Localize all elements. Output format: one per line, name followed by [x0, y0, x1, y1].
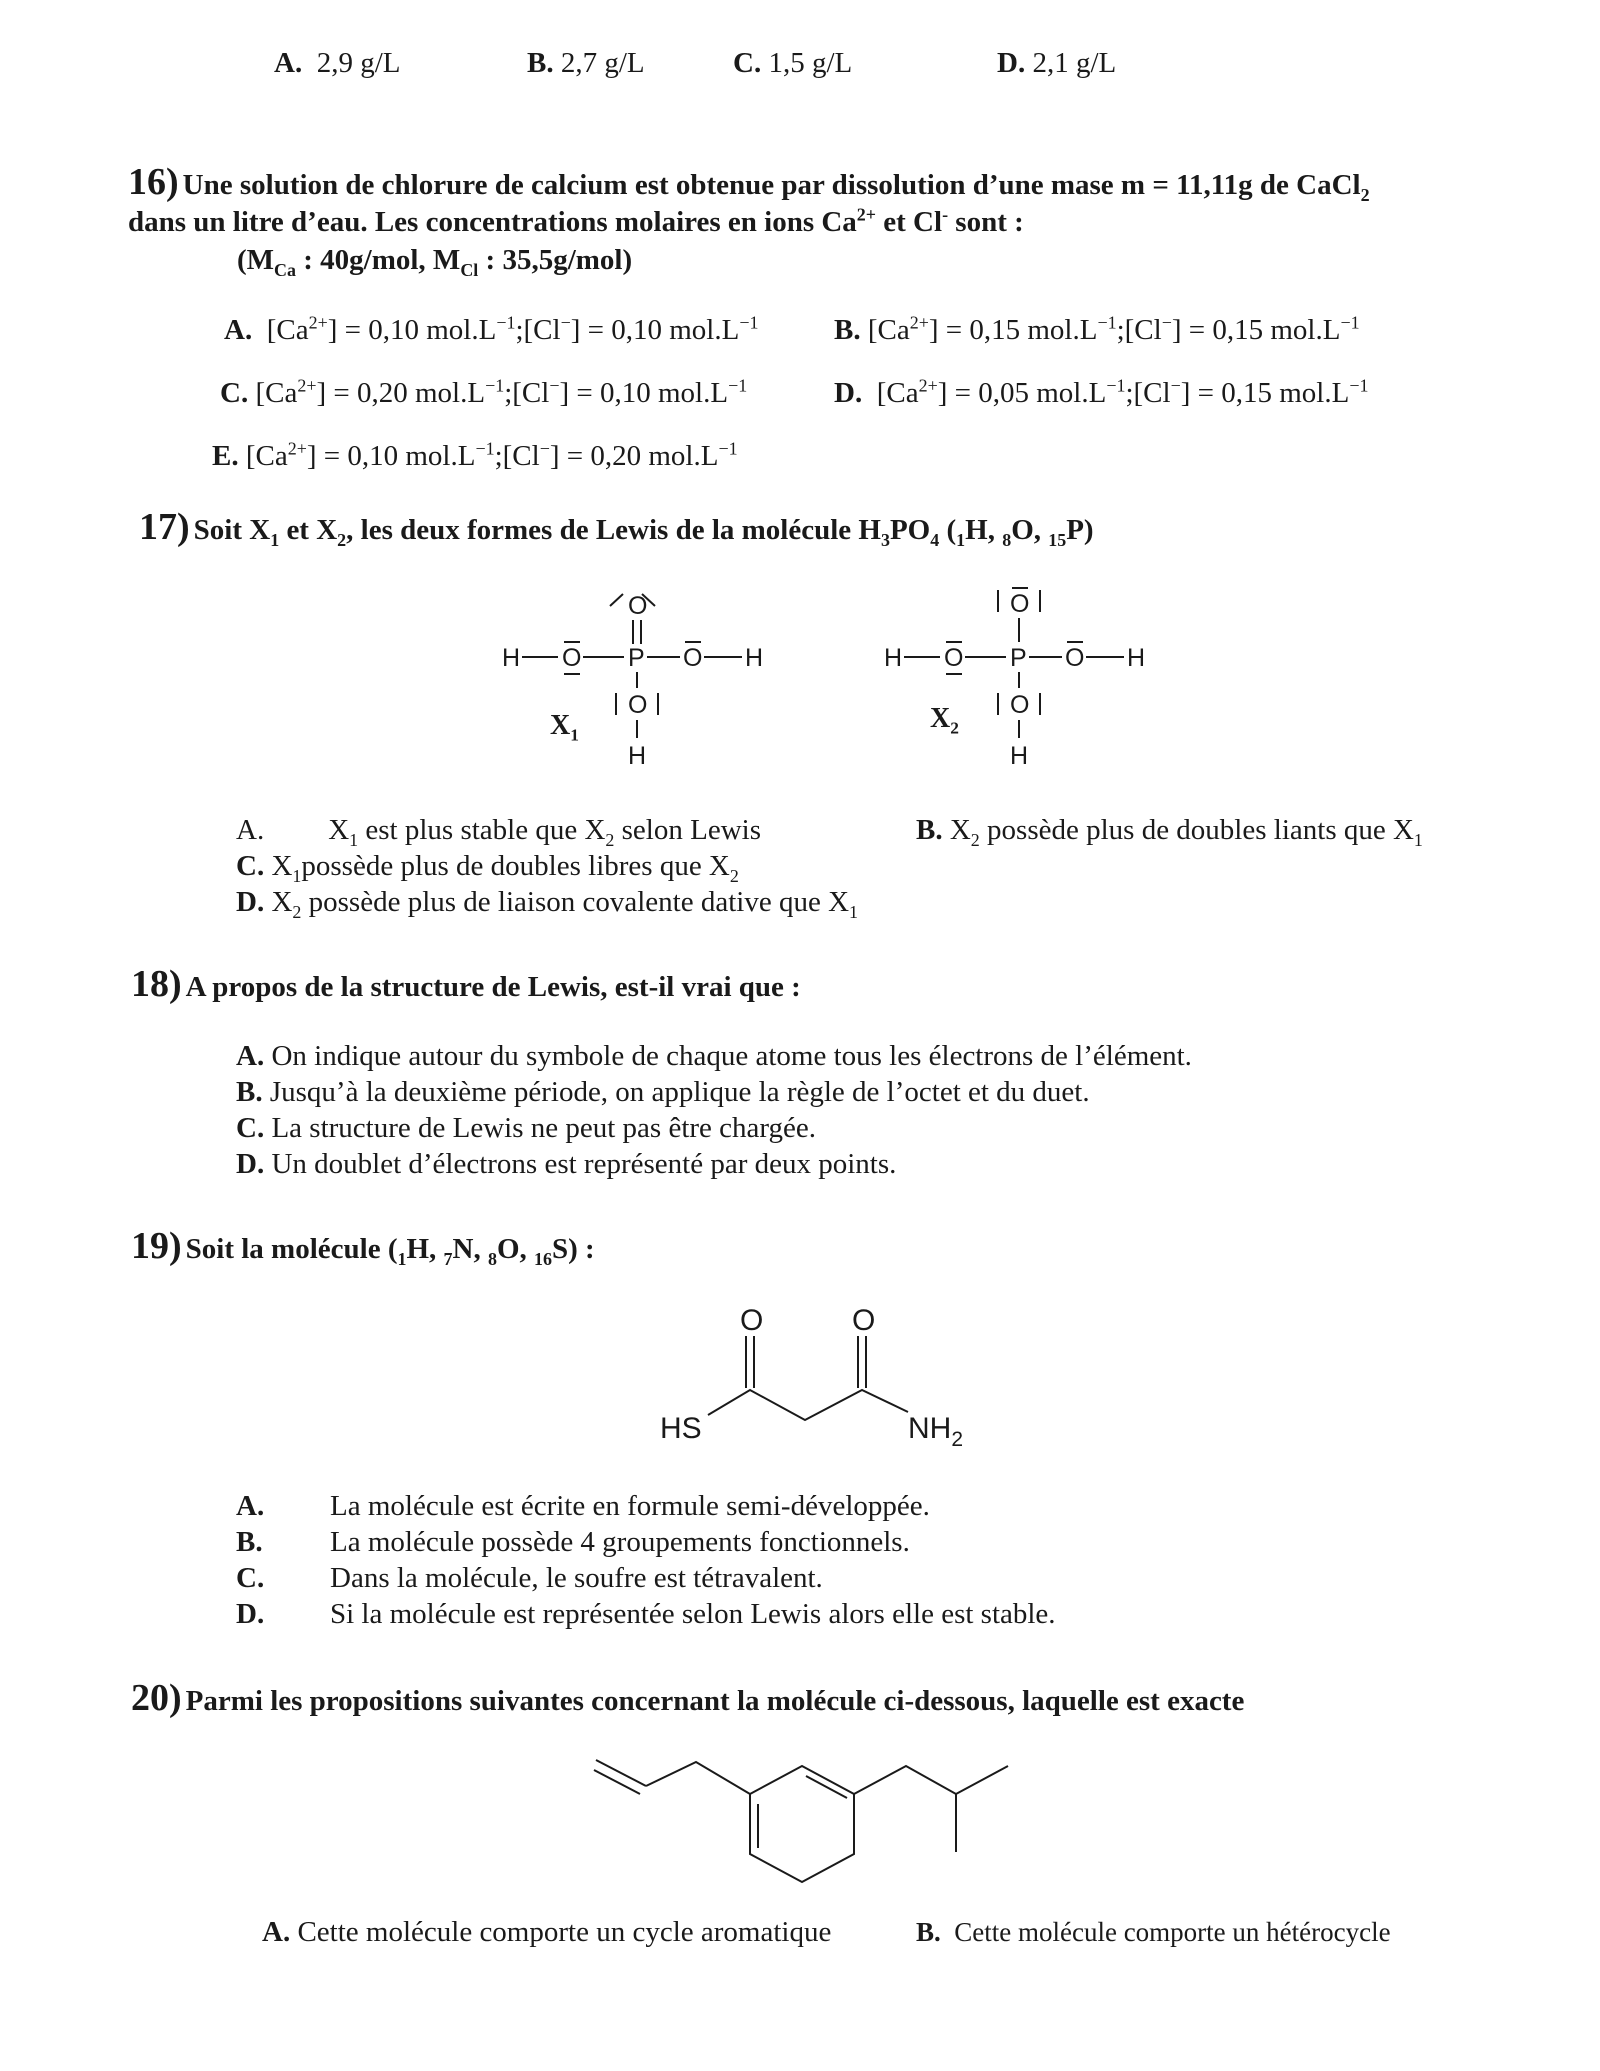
atom-o-bottom: O	[628, 691, 648, 719]
atom-o-left: O	[740, 1304, 764, 1337]
q18-option-d: D. Un doublet d’électrons est représenté par deux points.	[236, 1148, 897, 1180]
q18-option-a: A. On indique autour du symbole de chaque atome tous les électrons de l’élément.	[236, 1040, 1192, 1072]
question-text: Parmi les propositions suivantes concernant la molécule ci-dessous, laquelle est exacte	[185, 1685, 1245, 1717]
question-text: Soit la molécule ($_1H$, $_7$N, $_8$O, $_{16}$S) :	[185, 1233, 595, 1269]
q18-option-b: B. Jusqu’à la deuxième période, on applique la règle de l’octet et du duet.	[236, 1076, 1090, 1108]
question-number: 17)	[139, 506, 190, 548]
label-x1: $X_1$	[550, 710, 579, 745]
q15-option-b	[527, 47, 645, 80]
q20-title	[131, 1676, 1244, 1720]
q19-option-c: C. Dans la molécule, le soufre est tétravalent.	[236, 1562, 823, 1594]
atom-h-left: H	[502, 644, 521, 672]
option-letter: B.	[527, 47, 554, 79]
atom-h-left: H	[884, 644, 903, 672]
option-letter: A.	[274, 47, 303, 79]
question-text: Soit $X_1$ et $X_2$, les deux formes de Lewis de la molécule $H_3PO_4$ ($_1H$, $_8$O, $_{15}$P)	[193, 514, 1094, 550]
question-number: 19)	[131, 1225, 182, 1267]
atom-h-right: H	[1127, 644, 1146, 672]
q16-option-b: B. $[Ca^{2+}] = 0,15$ $mol.L^{-1};[Cl^-] = 0,15$ $mol.L^{-1}$	[834, 312, 1360, 346]
atom-o-top: O	[1010, 590, 1030, 618]
molecule-q19	[650, 1300, 990, 1450]
question-number: 20)	[131, 1677, 182, 1719]
atom-o-right: O	[852, 1304, 876, 1337]
q19-option-a: A. La molécule est écrite en formule semi-développée.	[236, 1490, 930, 1522]
q17-option-a: A. $X_1$ est plus stable que $X_2$ selon Lewis	[236, 814, 761, 850]
q17-option-c: C. $X_1possède$ plus de doubles libres que $X_2$	[236, 850, 739, 886]
q16-title-line2: dans un litre d’eau. Les concentrations molaires en ions $Ca^{2+}$ et Cl- sont :	[128, 204, 1024, 238]
atom-h-bottom: H	[628, 742, 647, 770]
q15-option-a	[274, 47, 400, 80]
atom-o-left: O	[944, 644, 964, 672]
question-text: Une solution de chlorure de calcium est obtenue par dissolution d’une mase m = 11,11g de CaCl$_2$	[182, 169, 1370, 205]
option-text: 2,9 g/L	[316, 47, 401, 79]
q16-title-line1	[128, 160, 1370, 204]
option-letter: C.	[733, 47, 762, 79]
q19-option-b: B. La molécule possède 4 groupements fonctionnels.	[236, 1526, 910, 1558]
atom-o-right: O	[683, 644, 703, 672]
q20-option-b: B. Cette molécule comporte un hétérocycle	[916, 1917, 1391, 1947]
option-text: 2,7 g/L	[560, 47, 645, 79]
option-letter: D.	[997, 47, 1026, 79]
q16-option-c: C. $[Ca^{2+}] = 0,20$ $mol.L^{-1};[Cl^-] = 0,10$ $mol.L^{-1}$	[220, 375, 748, 409]
q18-title	[131, 962, 801, 1006]
q16-molar-masses: ($M_{Ca}$ : 40g/mol, $M_{Cl}$ : 35,5g/mol)	[237, 244, 633, 280]
q15-option-d	[997, 47, 1116, 80]
atom-o-bottom: O	[1010, 691, 1030, 719]
atom-p: P	[1010, 644, 1027, 672]
atom-o-left: O	[562, 644, 582, 672]
label-x2: $X_2$	[930, 703, 959, 738]
q18-option-c: C. La structure de Lewis ne peut pas être chargée.	[236, 1112, 817, 1144]
q16-option-a: A. $[Ca^{2+}] = 0,10$ $mol.L^{-1};[Cl^-] = 0,10$ $mol.L^{-1}$	[224, 312, 759, 346]
q15-option-c	[733, 47, 852, 80]
atom-p: P	[628, 644, 645, 672]
q16-option-d: D. $[Ca^{2+}] = 0,05$ $mol.L^{-1};[Cl^-] = 0,15$ $mol.L^{-1}$	[834, 375, 1369, 409]
lewis-structure-x2	[872, 580, 1172, 780]
atom-nh2: $NH_2$	[908, 1412, 964, 1451]
molecule-q20	[590, 1748, 1030, 1878]
question-number: 18)	[131, 963, 182, 1005]
q19-title	[131, 1224, 595, 1268]
question-text: A propos de la structure de Lewis, est-il vrai que :	[185, 971, 801, 1003]
atom-o-top: O	[628, 592, 648, 620]
q16-option-e: E. $[Ca^{2+}] = 0,10$ $mol.L^{-1};[Cl^-] = 0,20$ $mol.L^{-1}$	[212, 438, 738, 472]
option-text: 2,1 g/L	[1032, 47, 1117, 79]
atom-h-right: H	[745, 644, 764, 672]
q17-title	[139, 505, 1094, 549]
atom-hs: HS	[660, 1412, 702, 1445]
q17-option-d: D. $X_2$ possède plus de liaison covalente dative que $X_1$	[236, 886, 859, 922]
q20-option-a: A. Cette molécule comporte un cycle aromatique	[262, 1916, 832, 1948]
question-number: 16)	[128, 161, 179, 203]
atom-o-right: O	[1065, 644, 1085, 672]
atom-h-bottom: H	[1010, 742, 1029, 770]
option-text: 1,5 g/L	[768, 47, 853, 79]
q17-option-b: B. $X_2$ possède plus de doubles liants que $X_1$	[916, 814, 1423, 850]
lewis-structure-x1	[490, 580, 790, 780]
q19-option-d: D. Si la molécule est représentée selon Lewis alors elle est stable.	[236, 1598, 1056, 1630]
